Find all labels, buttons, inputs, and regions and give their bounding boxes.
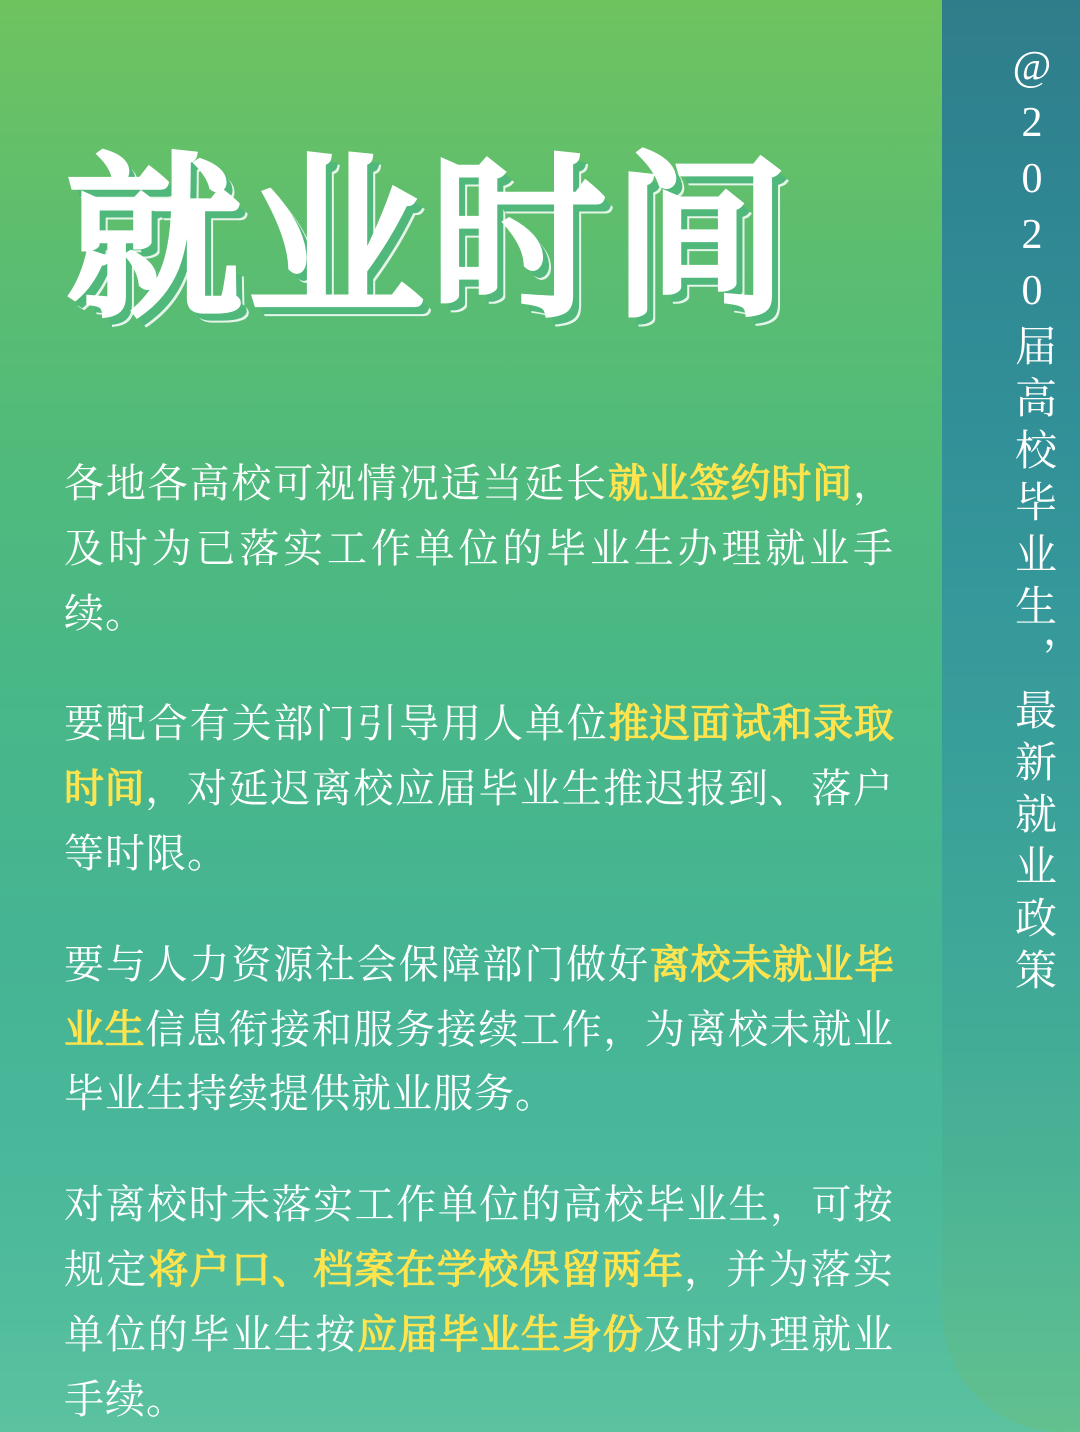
text-run: ，并为落实单位的毕业生按 <box>64 1246 895 1357</box>
side-band <box>942 0 1080 1432</box>
highlighted-phrase: 将户口、档案在学校保留两年 <box>148 1247 685 1292</box>
highlighted-phrase: 离校未就业毕业生 <box>64 942 895 1052</box>
page-title <box>66 142 795 338</box>
page-title-text: 就业时间 <box>66 142 795 338</box>
paragraph <box>64 1173 894 1432</box>
highlighted-phrase: 推迟面试和录取时间 <box>64 702 895 812</box>
text-run: 要配合有关部门引导用人单位 <box>64 701 609 747</box>
paragraph <box>64 933 894 1127</box>
text-run: 各地各高校可视情况适当延长 <box>64 461 608 506</box>
text-run: 对离校时未落实工作单位的高校毕业生，可按规定 <box>64 1182 894 1292</box>
text-run: ，对延迟离校应届毕业生推迟报到、落户等时限。 <box>64 766 895 876</box>
body-text <box>64 452 894 1432</box>
highlighted-phrase: 应届毕业生身份 <box>357 1312 644 1357</box>
highlighted-phrase: 就业签约时间 <box>607 462 854 506</box>
paragraph <box>64 692 894 886</box>
text-run: 要与人力资源社会保障部门做好 <box>64 941 650 987</box>
side-band-label: @2020届高校毕业生，最新就业政策 <box>1009 44 1055 1000</box>
paragraph <box>64 452 894 646</box>
text-run: ，及时为已落实工作单位的毕业生办理就业手续。 <box>64 461 895 636</box>
text-run: 及时办理就业手续。 <box>64 1311 895 1422</box>
text-run: 信息衔接和服务接续工作，为离校未就业毕业生持续提供就业服务。 <box>64 1006 895 1117</box>
